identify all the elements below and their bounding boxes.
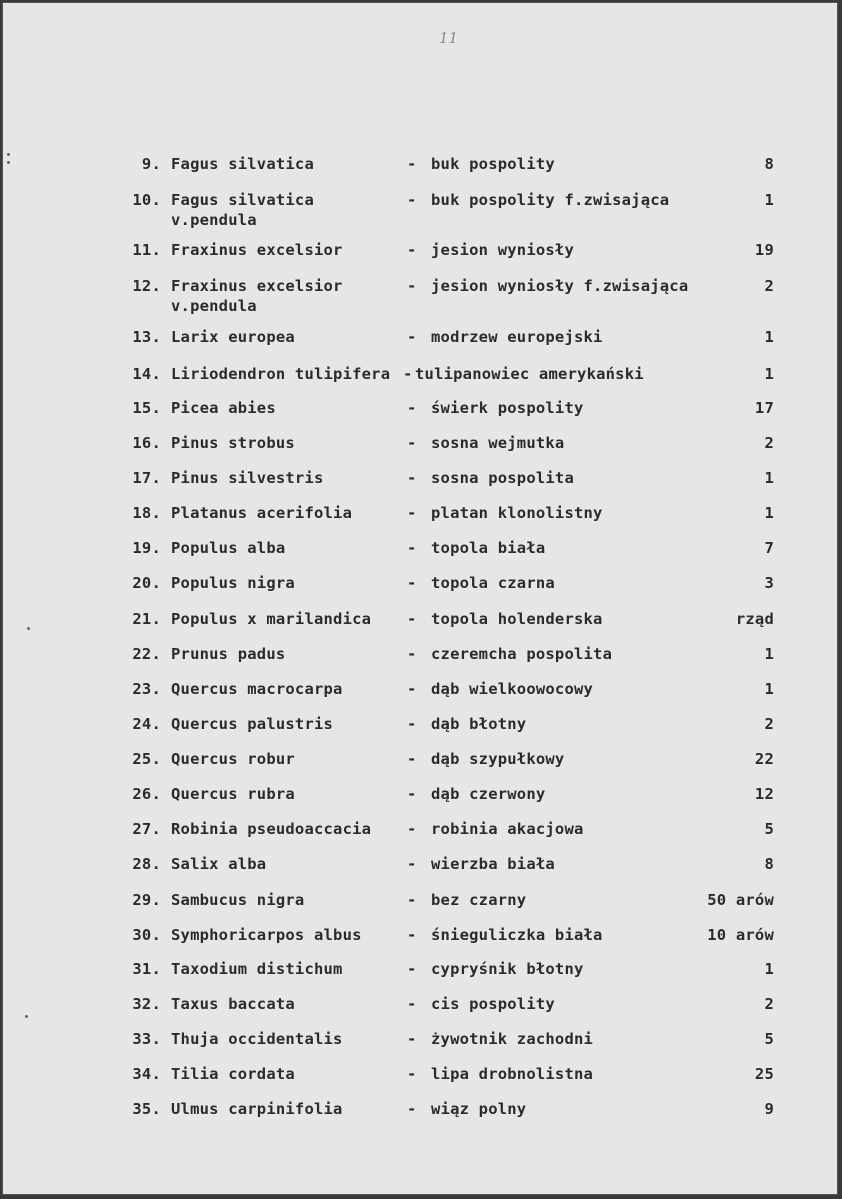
latin-name: Platanus acerifolia [171, 504, 353, 522]
polish-name: modrzew europejski [431, 328, 603, 346]
separator-dash: - [407, 960, 417, 978]
item-number: 12. [132, 277, 161, 295]
latin-name: Larix europea [171, 328, 295, 346]
tree-count: rząd [735, 610, 774, 628]
separator-dash: - [407, 574, 417, 592]
tree-count: 10 arów [707, 926, 774, 944]
latin-name: Pinus silvestris [171, 469, 324, 487]
item-number: 32. [132, 995, 161, 1013]
separator-dash: - [407, 715, 417, 733]
tree-count: 1 [764, 680, 774, 698]
item-number: 19. [132, 539, 161, 557]
separator-dash: - [407, 1100, 417, 1118]
item-number: 26. [132, 785, 161, 803]
item-number: 35. [132, 1100, 161, 1118]
item-number: 24. [132, 715, 161, 733]
list-item [3, 960, 839, 982]
polish-name: dąb szypułkowy [431, 750, 565, 768]
list-item [3, 1030, 839, 1052]
polish-name: sosna pospolita [431, 469, 574, 487]
scan-speck [7, 161, 10, 164]
scan-speck [7, 153, 10, 156]
list-item [3, 399, 839, 421]
polish-name: buk pospolity f.zwisająca [431, 191, 670, 209]
separator-dash: - [407, 1030, 417, 1048]
list-item [3, 645, 839, 667]
tree-count: 7 [764, 539, 774, 557]
item-number: 34. [132, 1065, 161, 1083]
list-item [3, 1065, 839, 1087]
item-number: 13. [132, 328, 161, 346]
page-number: 11 [439, 29, 459, 47]
polish-name: robinia akacjowa [431, 820, 584, 838]
latin-name: Liriodendron tulipifera [171, 365, 391, 383]
separator-dash: - [407, 891, 417, 909]
tree-count: 12 [754, 785, 774, 803]
tree-count: 50 arów [707, 891, 774, 909]
separator-dash: - [407, 434, 417, 452]
item-number: 10. [132, 191, 161, 209]
list-item [3, 469, 839, 491]
separator-dash: - [407, 855, 417, 873]
polish-name: platan klonolistny [431, 504, 603, 522]
item-number: 31. [132, 960, 161, 978]
tree-count: 1 [764, 504, 774, 522]
latin-variety: v.pendula [171, 297, 257, 315]
separator-dash: - [407, 995, 417, 1013]
polish-name: jesion wyniosły [431, 241, 574, 259]
item-number: 16. [132, 434, 161, 452]
item-number: 22. [132, 645, 161, 663]
item-number: 25. [132, 750, 161, 768]
tree-count: 9 [764, 1100, 774, 1118]
list-item [3, 155, 839, 177]
list-item [3, 995, 839, 1017]
item-number: 17. [132, 469, 161, 487]
polish-name: bez czarny [431, 891, 527, 909]
separator-dash: - [407, 155, 417, 173]
item-number: 23. [132, 680, 161, 698]
polish-name: lipa drobnolistna [431, 1065, 594, 1083]
separator-dash: - [407, 820, 417, 838]
latin-variety: v.pendula [171, 211, 257, 229]
list-item [3, 891, 839, 913]
polish-name: dąb wielkoowocowy [431, 680, 594, 698]
list-item [3, 1100, 839, 1122]
list-item [3, 574, 839, 596]
latin-name: Symphoricarpos albus [171, 926, 362, 944]
list-item [3, 539, 839, 561]
polish-name: topola holenderska [431, 610, 603, 628]
tree-count: 1 [764, 365, 774, 383]
tree-count: 1 [764, 469, 774, 487]
tree-count: 2 [764, 434, 774, 452]
separator-dash: - [407, 399, 417, 417]
item-number: 21. [132, 610, 161, 628]
separator-dash: - [407, 926, 417, 944]
polish-name: topola biała [431, 539, 546, 557]
tree-count: 2 [764, 277, 774, 295]
item-number: 20. [132, 574, 161, 592]
scan-speck [27, 627, 30, 630]
latin-name: Quercus rubra [171, 785, 295, 803]
item-number: 14. [132, 365, 161, 383]
latin-name: Quercus macrocarpa [171, 680, 343, 698]
polish-name: buk pospolity [431, 155, 555, 173]
tree-count: 5 [764, 1030, 774, 1048]
tree-count: 22 [754, 750, 774, 768]
latin-name: Fraxinus excelsior [171, 241, 343, 259]
tree-count: 1 [764, 191, 774, 209]
polish-name: wierzba biała [431, 855, 555, 873]
polish-name: śnieguliczka biała [431, 926, 603, 944]
list-item [3, 820, 839, 842]
tree-count: 2 [764, 995, 774, 1013]
latin-name: Thuja occidentalis [171, 1030, 343, 1048]
polish-name: tulipanowiec amerykański [415, 365, 644, 383]
item-number: 11. [132, 241, 161, 259]
latin-name: Salix alba [171, 855, 267, 873]
polish-name: świerk pospolity [431, 399, 584, 417]
separator-dash: - [407, 1065, 417, 1083]
separator-dash: - [407, 785, 417, 803]
latin-name: Taxus baccata [171, 995, 295, 1013]
polish-name: dąb czerwony [431, 785, 546, 803]
separator-dash: - [407, 610, 417, 628]
separator-dash: - [407, 328, 417, 346]
latin-name: Taxodium distichum [171, 960, 343, 978]
separator-dash: - [407, 750, 417, 768]
separator-dash: - [407, 191, 417, 209]
item-number: 28. [132, 855, 161, 873]
item-number: 30. [132, 926, 161, 944]
list-item [3, 504, 839, 526]
list-item [3, 434, 839, 456]
list-item [3, 328, 839, 350]
polish-name: jesion wyniosły f.zwisająca [431, 277, 689, 295]
latin-name: Pinus strobus [171, 434, 295, 452]
polish-name: dąb błotny [431, 715, 527, 733]
list-item [3, 750, 839, 772]
separator-dash: - [407, 277, 417, 295]
item-number: 9. [141, 155, 161, 173]
list-item [3, 926, 839, 948]
latin-name: Picea abies [171, 399, 276, 417]
list-item [3, 241, 839, 263]
list-item [3, 277, 839, 315]
latin-name: Fagus silvatica [171, 155, 314, 173]
polish-name: cypryśnik błotny [431, 960, 584, 978]
tree-count: 19 [754, 241, 774, 259]
tree-count: 8 [764, 155, 774, 173]
latin-name: Tilia cordata [171, 1065, 295, 1083]
tree-count: 5 [764, 820, 774, 838]
polish-name: sosna wejmutka [431, 434, 565, 452]
scan-speck [25, 1015, 28, 1018]
polish-name: żywotnik zachodni [431, 1030, 594, 1048]
separator-dash: - [407, 645, 417, 663]
tree-count: 2 [764, 715, 774, 733]
latin-name: Robinia pseudoaccacia [171, 820, 372, 838]
latin-name: Quercus palustris [171, 715, 334, 733]
item-number: 33. [132, 1030, 161, 1048]
item-number: 27. [132, 820, 161, 838]
list-item [3, 785, 839, 807]
document-page [2, 2, 838, 1195]
latin-name: Populus x marilandica [171, 610, 372, 628]
latin-name: Sambucus nigra [171, 891, 305, 909]
list-item [3, 855, 839, 877]
separator-dash: - [407, 539, 417, 557]
latin-name: Fagus silvatica [171, 191, 314, 209]
separator-dash: - [407, 680, 417, 698]
tree-count: 8 [764, 855, 774, 873]
tree-count: 1 [764, 645, 774, 663]
tree-count: 3 [764, 574, 774, 592]
tree-count: 1 [764, 328, 774, 346]
separator-dash: - [407, 504, 417, 522]
separator-dash: - [407, 241, 417, 259]
list-item [3, 365, 839, 387]
item-number: 29. [132, 891, 161, 909]
item-number: 15. [132, 399, 161, 417]
latin-name: Ulmus carpinifolia [171, 1100, 343, 1118]
list-item [3, 610, 839, 632]
polish-name: cis pospolity [431, 995, 555, 1013]
separator-dash: - [407, 469, 417, 487]
item-number: 18. [132, 504, 161, 522]
tree-count: 1 [764, 960, 774, 978]
polish-name: czeremcha pospolita [431, 645, 613, 663]
latin-name: Prunus padus [171, 645, 286, 663]
polish-name: wiąz polny [431, 1100, 527, 1118]
latin-name: Populus alba [171, 539, 286, 557]
list-item [3, 680, 839, 702]
latin-name: Quercus robur [171, 750, 295, 768]
list-item [3, 191, 839, 229]
tree-count: 25 [754, 1065, 774, 1083]
tree-count: 17 [754, 399, 774, 417]
separator-dash: - [403, 365, 413, 383]
latin-name: Populus nigra [171, 574, 295, 592]
latin-name: Fraxinus excelsior [171, 277, 343, 295]
polish-name: topola czarna [431, 574, 555, 592]
list-item [3, 715, 839, 737]
